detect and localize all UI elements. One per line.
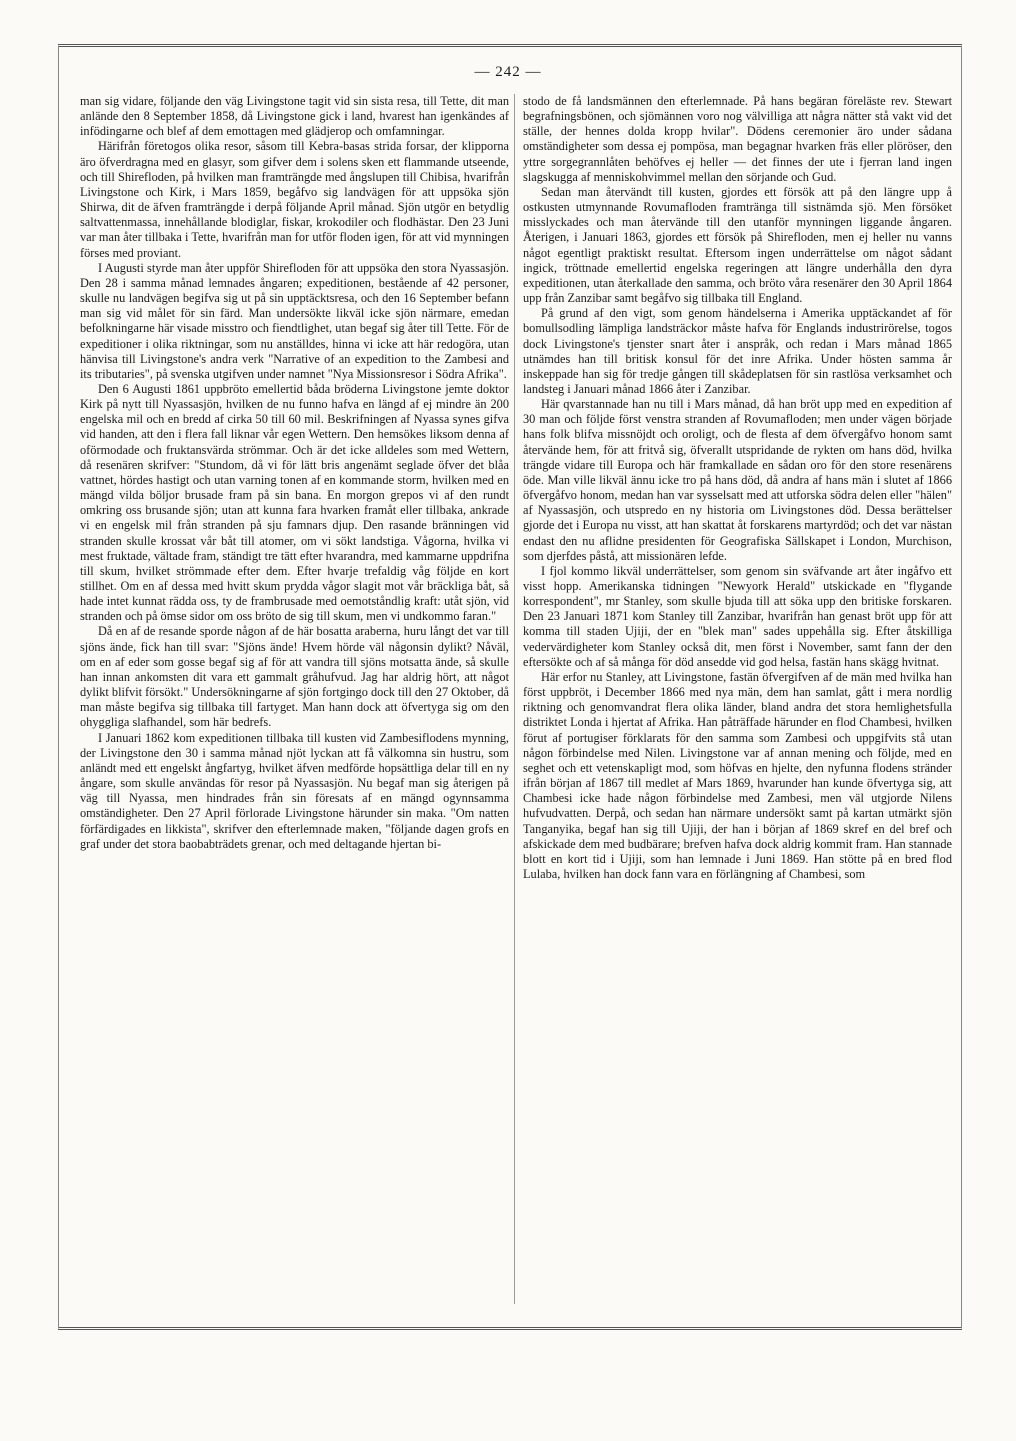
column-divider xyxy=(514,94,515,1304)
paragraph: Här qvarstannade han nu till i Mars månad, då han bröt upp med en expedition af 30 man och följde först venstra stranden af Rovumafloden; men under vägen började hans folk blifva missnöjdt och oroligt, och de flesta af dem öfvergåfvo honom samt återvände hem, för att fritvå sig, öfverallt utspridande de rykten om hans död, hvilka trängde vidare till Europa och här framkallade en sådan oro för den store resenärens öde. Man ville likväl ännu icke tro på hans död, då andra af hans män i slutet af 1866 öfvergåfvo honom, medan han var sysselsatt med att utforska södra delen eller "hälen" af Nyassasjön, och utspredo en ny historia om Livingstones död. Dessa berättelser gjorde det i Europa nu visst, att han skattat åt forskarens martyrdöd; och det var nästan endast den nu aflidne presidenten för Geografiska Sällskapet i London, Murchison, som djerfdes påstå, att missionären lefde. xyxy=(523,397,952,563)
paragraph: I fjol kommo likväl underrättelser, som genom sin sväfvande art åter ingåfvo ett visst hopp. Amerikanska tidningen "Newyork Herald" utskickade en "flygande korrespondent", mr Stanley, som skulle bjuda till att söka upp den britiske forskaren. Den 23 Januari 1871 kom Stanley till Zanzibar, hvarifrån han genast bröt upp för att komma till staden Ujiji, der en "blek man" sades uppehålla sig. Efter åtskilliga vedervärdigheter kom Stanley också dit, men först i November, samt fann der den eftersökte och af så många för död ansedde vid god helsa, fastän hans skägg hvitnat. xyxy=(523,563,952,669)
paragraph: På grund af den vigt, som genom händelserna i Amerika upptäckandet af för bomullsodling lämpliga landsträckor måste hafva för Englands industrirörelse, togos dock Livingstone's tjenster snart åter i anspråk, och redan i Mars månad 1865 utnämdes han till britisk konsul för det inre Afrika. Under hösten samma år inskeppade han sig för tredje gången till skådeplatsen för sin rastlösa verksamhet och landsteg i Januari månad 1866 åter i Zanzibar. xyxy=(523,306,952,396)
paragraph: stodo de få landsmännen den efterlemnade. På hans begäran föreläste rev. Stewart begrafningsbönen, och sjömännen voro nog välvilliga att några nätter stå vakt vid det ställe, der hennes dolda kropp hvilar". Dödens ceremonier äro under sådana omständigheter som dessa ej pompösa, man begagnar hvarken fräs eller plöröser, den yttre sorgegrannlåten behöfves ej heller — det finnes der ute i fjerran land ingen slagskugga af menniskohvimmel mellan den sörjande och Gud. xyxy=(523,94,952,184)
left-column xyxy=(80,94,509,852)
right-column xyxy=(523,94,952,882)
paragraph: I Januari 1862 kom expeditionen tillbaka till kusten vid Zambesiflodens mynning, der Livingstone den 30 i samma månad njöt lyckan att få välkomna sin hustru, som anländt med ett engelskt ångfartyg, hvilket äfven medförde hopsättliga delar till en ny ångare, som skulle användas för resor på Nyassasjön. Nu begaf man sig återigen på väg till Nyassa, men hindrades från sin föresats af en mängd ogynnsamma omständigheter. Den 27 April förlorade Livingstone härunder sin maka. "Om natten förfärdigades en likkista", skrifver den efterlemnade maken, "följande dagen grofs en graf under det stora baobabträdets grenar, och med deltagande hjertan bi- xyxy=(80,730,509,851)
paragraph: Då en af de resande sporde någon af de här bosatta araberna, huru långt det var till sjöns ände, fick han till svar: "Sjöns ände! Hvem hörde väl någonsin dylikt? Nåväl, om en af eder som gosse begaf sig af för att vandra till sjöns motsatta ände, så skulle han innan ankomsten dit vara ett gammalt gråhufvud. Jag har aldrig hört, att något dylikt blifvit försökt." Undersökningarne af sjön fortgingo dock till den 27 Oktober, då man måste begifva sig tillbaka till fartyget. Man hann dock att öfvertyga sig om den ohyggliga slafhandel, som här bedrefs. xyxy=(80,624,509,730)
paragraph: Härifrån företogos olika resor, såsom till Kebra-basas strida forsar, der klipporna äro öfverdragna med en glasyr, som gifver dem i solens sken ett flammande utseende, och till Shirefloden, på hvilken man framträngde med ångslupen till Chibisa, hvarifrån Livingstone och Kirk, i Mars 1859, begåfvo sig landvägen för att uppsöka sjön Shirwa, dit de äfven framträngde i derpå följande April månad. Sjön utgör en betydlig saltvattenmassa, innehållande blodiglar, fiskar, krokodiler och flodhästar. Den 23 Juni var man åter tillbaka i Tette, hvarifrån man for utför floden igen, för att vid mynningen förses med proviant. xyxy=(80,139,509,260)
paragraph: man sig vidare, följande den väg Livingstone tagit vid sin sista resa, till Tette, dit man anlände den 8 September 1858, då Livingstone gick i land, hvarest han igenkändes af infödingarne och blef af dem emottagen med glädjerop och omfamningar. xyxy=(80,94,509,139)
page-number: — 242 — xyxy=(474,64,542,80)
paragraph: Här erfor nu Stanley, att Livingstone, fastän öfvergifven af de män med hvilka han först uppbröt, i December 1866 med nya män, dem han samlat, gått i mera nordlig riktning och genomvandrat flera olika länder, bland andra det stora hemlighetsfulla distriktet Londa i hjertat af Afrika. Han påträffade härunder en flod Chambesi, hvilken förut af portugiser förklarats för den samma som Zambesi och uppgifvits stå utan någon förbindelse med Nilen. Livingstone var af annan mening och följde, med en seghet och ett vetenskapligt mod, som höfvas en hjelte, den nyfunna flodens stränder ifrån början af 1867 till medlet af Mars 1869, hvarunder han kunde öfvertyga sig, att Chambesi icke hade någon förbindelse med Zambesi, men väl utgjorde Nilens hufvudvatten. Derpå, och sedan han närmare undersökt samt på kartan utmärkt sjön Tanganyika, begaf han sig till Ujiji, der han i början af 1869 skref en del bref och afskickade dem med budbärare; brefven hafva dock aldrig kommit fram. Han stannade blott en kort tid i Ujiji, som han lemnade i Juni 1869. Han stötte på en bred flod Lulaba, hvilken han dock fann vara en förlängning af Chambesi, som xyxy=(523,669,952,881)
paragraph: I Augusti styrde man åter uppför Shirefloden för att uppsöka den stora Nyassasjön. Den 28 i samma månad lemnades ångaren; expeditionen, bestående af 42 personer, skulle nu landvägen begifva sig ut på sin upptäcktsresa, och den 16 September befann man sig vid målet för sin färd. Man undersökte likväl icke sjön närmare, emedan befolkningarne här visade misstro och fiendtlighet, utan begaf sig åter till Tette. För de expeditioner i olika riktningar, som nu anställdes, hinna vi icke att här redogöra, utan hänvisa till Livingstone's andra verk "Narrative of an expedition to the Zambesi and its tributaries", på svenska utgifven under namnet "Nya Missionsresor i Södra Afrika". xyxy=(80,260,509,381)
paragraph: Sedan man återvändt till kusten, gjordes ett försök att på den längre upp å ostkusten utmynnande Rovumafloden framtränga till sistnämda sjö. Men försöket misslyckades och man återvände till den utanför mynningen liggande ångaren. Återigen, i Januari 1863, gjordes ett försök på Shirefloden, men ej heller nu vanns något egentligt praktiskt resultat. Eftersom ingen underrättelse om något sådant ingick, tröttnade emellertid engelska regeringen att längre underhålla den dyra expeditionen, utan återkallade den samma, och bröto våra resenärer den 30 April 1864 upp från Zanzibar samt begåfvo sig tillbaka till England. xyxy=(523,184,952,306)
paragraph: Den 6 Augusti 1861 uppbröto emellertid båda bröderna Livingstone jemte doktor Kirk på nytt till Nyassasjön, hvilken de nu funno hafva en längd af ej mindre än 200 engelska mil och en bredd af cirka 50 till 60 mil. Beskrifningen af Nyassa synes gifva vid handen, att den i flera fall liknar vår egen Wettern. Den hemsökes liksom denna af oförmodade och fruktansvärda strömmar. Och är det icke alldeles som med Wettern, då resenären skrifver: "Stundom, då vi för lätt bris angenämt seglade öfver det blåa vattnet, hördes hastigt och utan varning tonen af en kommande storm, hvilken med en mängd vilda böljor brusade fram på sin bana. En morgon grepos vi af den rundt omkring oss brusande sjön; utan att kunna fara hvarken framåt eller tillbaka, ankrade vi en engelsk mil från stranden på sju famnars djup. Den rasande bränningen vid stranden skulle krossat vår båt till atomer, om vi sökt landstiga. Vågorna, hvilka vi mest fruktade, vältade fram, ständigt tre tätt efter hvarandra, med kammarne uppdrifna till skum, hvilket strömmade efter dem. Efter hvarje trefaldig våg följde en kort stillhet. Om en af dessa med hvitt skum prydda vågor slagit mot vår bräckliga båt, så hade intet kunnat rädda oss, ty de frambrusade med oemotståndlig kraft: utåt sjön, vid stranden och på ömse sidor om oss bröto de sig till skum, men vi undkommo faran." xyxy=(80,381,509,624)
